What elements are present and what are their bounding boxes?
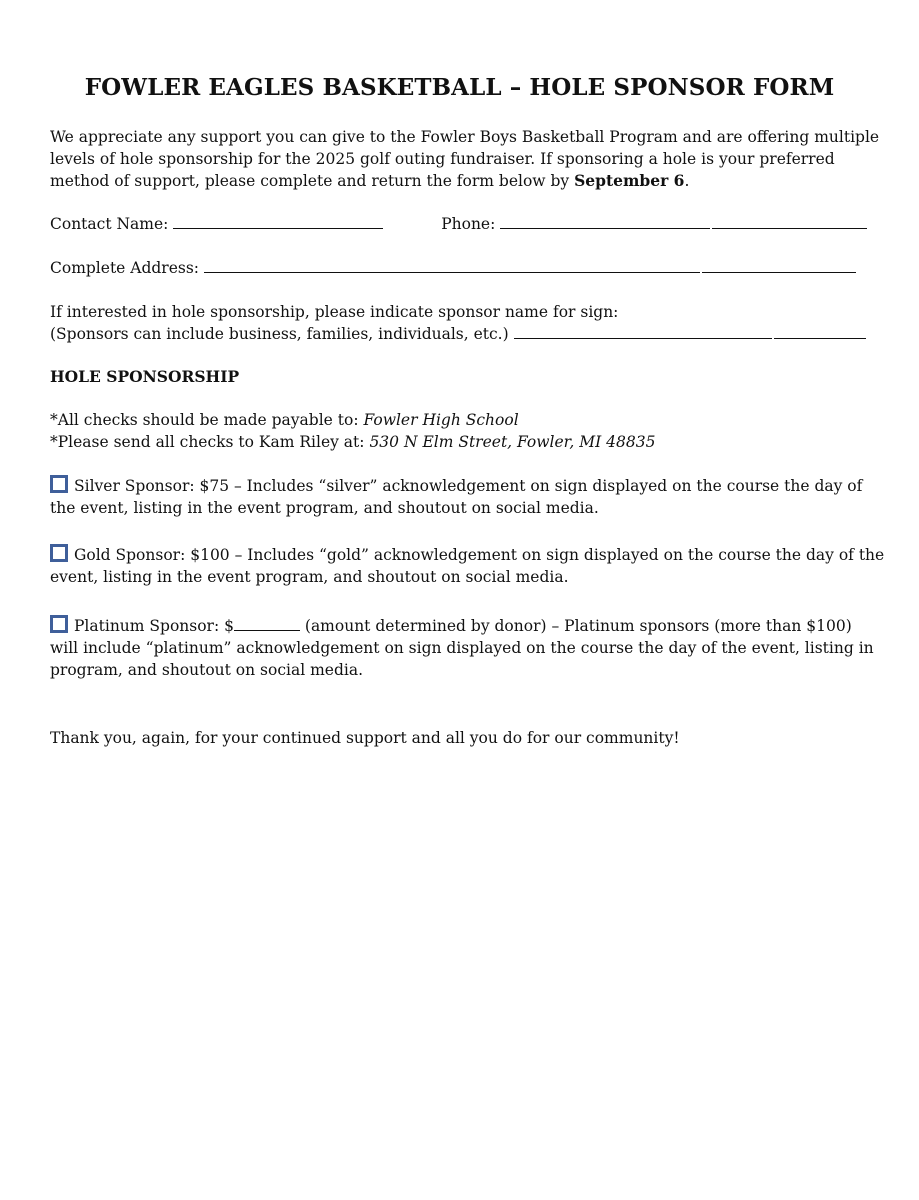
phone-field-extension[interactable] (712, 213, 867, 229)
contact-name-field[interactable] (173, 213, 383, 229)
platinum-line-1-start: Platinum Sponsor: $ (74, 617, 234, 635)
closing-note: Thank you, again, for your continued support and all you do for our community! (50, 729, 680, 747)
contact-name-label: Contact Name: (50, 215, 169, 233)
silver-option (50, 475, 880, 519)
sponsor-name-note: (Sponsors can include business, families, individuals, etc.) (50, 325, 509, 343)
sponsor-name-field-extension[interactable] (774, 323, 866, 339)
platinum-line-2: will include “platinum” acknowledgement on sign displayed on the course the day of the event, listing in (50, 639, 874, 657)
intro-line-1: We appreciate any support you can give to the Fowler Boys Basketball Program and are offering multiple (50, 128, 880, 146)
contact-phone-row (50, 213, 880, 235)
intro-paragraph (50, 126, 880, 192)
platinum-amount-field[interactable] (234, 615, 300, 631)
form-title: FOWLER EAGLES BASKETBALL – HOLE SPONSOR FORM (84, 74, 835, 101)
address-field-extension[interactable] (702, 257, 856, 273)
silver-line-1: Silver Sponsor: $75 – Includes “silver” acknowledgement on sign displayed on the course the day of (74, 477, 863, 495)
gold-option (50, 544, 885, 588)
hole-sponsorship-heading: HOLE SPONSORSHIP (50, 367, 240, 386)
intro-line-3 (50, 170, 880, 192)
gold-line-1: Gold Sponsor: $100 – Includes “gold” acknowledgement on sign displayed on the course the day of the (74, 546, 885, 564)
sponsor-name-prompt: If interested in hole sponsorship, please indicate sponsor name for sign: (50, 303, 619, 321)
platinum-line-3: program, and shoutout on social media. (50, 661, 364, 679)
check-instructions (50, 409, 880, 453)
silver-checkbox[interactable] (50, 475, 68, 493)
gold-line-2: event, listing in the event program, and shoutout on social media. (50, 568, 569, 586)
payable-name: Fowler High School (363, 411, 519, 429)
send-address: 530 N Elm Street, Fowler, MI 48835 (369, 433, 656, 451)
payable-text: *All checks should be made payable to: (50, 411, 364, 429)
send-text: *Please send all checks to Kam Riley at: (50, 433, 370, 451)
silver-line-2: the event, listing in the event program, and shoutout on social media. (50, 499, 599, 517)
phone-field[interactable] (500, 213, 710, 229)
intro-line-2: levels of hole sponsorship for the 2025 golf outing fundraiser. If sponsoring a hole is your preferred (50, 150, 835, 168)
gold-checkbox[interactable] (50, 544, 68, 562)
sponsor-name-section (50, 301, 880, 345)
platinum-line-1-end: (amount determined by donor) – Platinum sponsors (more than $100) (299, 617, 852, 635)
address-label: Complete Address: (50, 259, 200, 277)
intro-line-3-text: method of support, please complete and return the form below by (50, 172, 575, 190)
deadline-date: September 6 (574, 171, 685, 190)
sponsor-name-field[interactable] (514, 323, 772, 339)
intro-line-3-end: . (684, 172, 690, 190)
address-field[interactable] (204, 257, 700, 273)
phone-label: Phone: (441, 215, 496, 233)
platinum-checkbox[interactable] (50, 615, 68, 633)
address-row (50, 257, 880, 279)
platinum-option (50, 615, 880, 681)
